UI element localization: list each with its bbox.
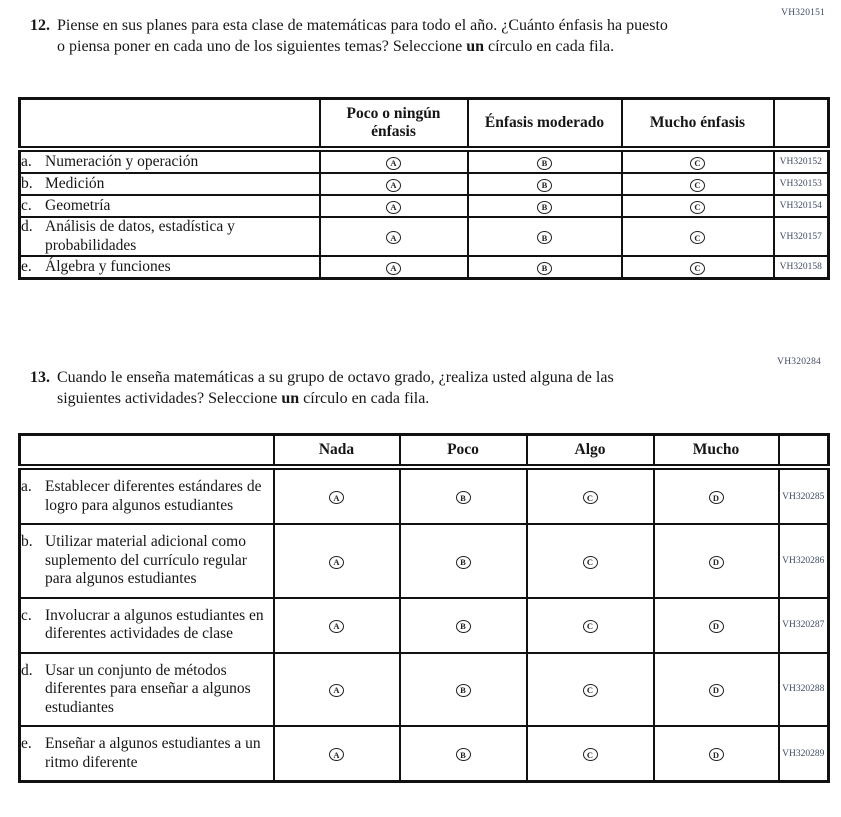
question-number: 13.: [30, 369, 50, 386]
table-row: [20, 195, 829, 217]
answer-cell: [622, 256, 774, 279]
answer-cell: [527, 467, 654, 524]
header-row: [20, 435, 829, 468]
answer-circle-b[interactable]: B: [537, 231, 552, 244]
answer-circle-a[interactable]: A: [386, 201, 401, 214]
answer-circle-b[interactable]: B: [456, 620, 471, 633]
question-text: [57, 367, 672, 409]
answer-cell: [400, 524, 527, 598]
answer-cell: [274, 524, 400, 598]
answer-cell: [320, 256, 468, 279]
answer-circle-a[interactable]: A: [386, 179, 401, 192]
answer-circle-b[interactable]: B: [456, 491, 471, 504]
row-label: [20, 726, 274, 782]
answer-cell: [622, 195, 774, 217]
row-letter: a.: [21, 152, 32, 170]
answer-circle-c[interactable]: C: [690, 179, 705, 192]
row-text: Usar un conjunto de métodos diferentes para enseñar a algunos estudiantes: [45, 661, 251, 716]
row-label: [20, 524, 274, 598]
answer-circle-a[interactable]: A: [386, 262, 401, 275]
answer-circle-a[interactable]: A: [329, 491, 344, 504]
answer-circle-d[interactable]: D: [709, 684, 724, 697]
answer-cell: [654, 467, 779, 524]
row-letter: e.: [21, 257, 32, 275]
question-text: [57, 15, 672, 57]
answer-circle-b[interactable]: B: [537, 157, 552, 170]
answer-cell: [468, 149, 622, 173]
answer-circle-c[interactable]: C: [690, 157, 705, 170]
answer-cell: [654, 598, 779, 653]
answer-circle-b[interactable]: B: [456, 684, 471, 697]
row-label: [20, 467, 274, 524]
answer-cell: [654, 726, 779, 782]
answer-circle-d[interactable]: D: [709, 556, 724, 569]
answer-cell: [274, 726, 400, 782]
empty-header-cell: [20, 435, 274, 468]
answer-cell: [468, 195, 622, 217]
question-text-emphasis: un: [281, 390, 300, 407]
empty-header-cell: [779, 435, 829, 468]
question-number: 12.: [30, 17, 50, 34]
table-row: [20, 598, 829, 653]
answer-cell: [654, 524, 779, 598]
row-letter: b.: [21, 533, 33, 550]
row-letter: c.: [21, 606, 32, 624]
answer-cell: [274, 467, 400, 524]
answer-cell: [400, 726, 527, 782]
row-code: VH320289: [779, 726, 829, 782]
column-header: Mucho énfasis: [622, 99, 774, 150]
row-code: VH320285: [779, 467, 829, 524]
answer-circle-a[interactable]: A: [386, 157, 401, 170]
table-row: [20, 467, 829, 524]
question-12: [30, 15, 672, 57]
row-label: [20, 598, 274, 653]
answer-circle-c[interactable]: C: [583, 491, 598, 504]
row-label: [20, 195, 320, 217]
row-text: Enseñar a algunos estudiantes a un ritmo diferente: [45, 735, 261, 771]
question-text-segment: círculo en cada fila.: [299, 390, 430, 407]
answer-circle-c[interactable]: C: [583, 684, 598, 697]
answer-circle-c[interactable]: C: [690, 231, 705, 244]
row-letter: a.: [21, 478, 32, 495]
column-header: Poco o ningún énfasis: [320, 99, 468, 150]
answer-cell: [622, 217, 774, 256]
answer-cell: [468, 173, 622, 195]
row-code: VH320287: [779, 598, 829, 653]
row-code: VH320152: [774, 149, 829, 173]
answer-circle-b[interactable]: B: [537, 201, 552, 214]
row-code: VH320288: [779, 653, 829, 727]
row-letter: d.: [21, 661, 33, 679]
answer-cell: [320, 149, 468, 173]
row-label: [20, 256, 320, 279]
row-text: Álgebra y funciones: [45, 257, 171, 275]
table-row: [20, 726, 829, 782]
column-header: Énfasis moderado: [468, 99, 622, 150]
row-code: VH320157: [774, 217, 829, 256]
answer-cell: [320, 173, 468, 195]
answer-cell: [622, 149, 774, 173]
answer-circle-d[interactable]: D: [709, 748, 724, 761]
question-12-table: [18, 97, 830, 280]
row-text: Numeración y operación: [45, 152, 199, 170]
table-row: [20, 256, 829, 279]
row-code: VH320158: [774, 256, 829, 279]
answer-cell: [400, 653, 527, 727]
row-label: [20, 149, 320, 173]
question-12-code: VH320151: [781, 8, 825, 18]
answer-cell: [320, 217, 468, 256]
row-text: Medición: [45, 174, 105, 192]
question-text-segment: Cuando le enseña matemáticas a su grupo de octavo grado, ¿realiza usted alguna de las siguientes actividades? Seleccione: [57, 369, 614, 407]
answer-cell: [400, 467, 527, 524]
answer-circle-a[interactable]: A: [329, 748, 344, 761]
row-text: Análisis de datos, estadística y probabilidades: [45, 218, 235, 254]
answer-circle-a[interactable]: A: [329, 620, 344, 633]
answer-cell: [527, 524, 654, 598]
question-13: [30, 367, 672, 409]
answer-cell: [468, 256, 622, 279]
empty-header-cell: [774, 99, 829, 150]
answer-circle-c[interactable]: C: [583, 748, 598, 761]
row-letter: c.: [21, 196, 32, 214]
row-letter: e.: [21, 735, 32, 752]
question-text-emphasis: un: [466, 38, 484, 55]
empty-header-cell: [20, 99, 320, 150]
table-row: [20, 217, 829, 256]
answer-cell: [527, 653, 654, 727]
row-text: Involucrar a algunos estudiantes en diferentes actividades de clase: [45, 606, 264, 642]
question-text-segment: círculo en cada fila.: [484, 38, 615, 55]
row-code: VH320154: [774, 195, 829, 217]
answer-circle-d[interactable]: D: [709, 491, 724, 504]
answer-cell: [274, 598, 400, 653]
answer-cell: [274, 653, 400, 727]
row-code: VH320153: [774, 173, 829, 195]
answer-circle-a[interactable]: A: [329, 684, 344, 697]
header-row: [20, 99, 829, 150]
answer-cell: [654, 653, 779, 727]
row-letter: d.: [21, 218, 33, 235]
answer-cell: [468, 217, 622, 256]
table-row: [20, 173, 829, 195]
row-code: VH320286: [779, 524, 829, 598]
row-label: [20, 173, 320, 195]
row-text: Geometría: [45, 196, 111, 214]
answer-cell: [527, 598, 654, 653]
row-text: Establecer diferentes estándares de logro para algunos estudiantes: [45, 478, 262, 514]
answer-cell: [400, 598, 527, 653]
answer-circle-c[interactable]: C: [583, 556, 598, 569]
question-text-segment: Piense en sus planes para esta clase de matemáticas para todo el año. ¿Cuánto énfasis ha puesto o piensa poner en cada uno de los siguientes temas? Seleccione: [57, 17, 668, 55]
answer-circle-b[interactable]: B: [537, 262, 552, 275]
answer-circle-c[interactable]: C: [583, 620, 598, 633]
table-row: [20, 149, 829, 173]
answer-cell: [622, 173, 774, 195]
column-header: Poco: [400, 435, 527, 468]
answer-circle-c[interactable]: C: [690, 262, 705, 275]
column-header: Mucho: [654, 435, 779, 468]
question-13-code: VH320284: [777, 357, 821, 367]
column-header: Algo: [527, 435, 654, 468]
table-row: [20, 653, 829, 727]
table-row: [20, 524, 829, 598]
row-letter: b.: [21, 174, 33, 192]
row-text: Utilizar material adicional como suplemento del currículo regular para algunos estudiantes: [45, 533, 247, 587]
answer-circle-a[interactable]: A: [386, 231, 401, 244]
answer-circle-b[interactable]: B: [456, 748, 471, 761]
answer-cell: [320, 195, 468, 217]
answer-circle-b[interactable]: B: [456, 556, 471, 569]
answer-circle-b[interactable]: B: [537, 179, 552, 192]
answer-circle-d[interactable]: D: [709, 620, 724, 633]
answer-circle-c[interactable]: C: [690, 201, 705, 214]
answer-circle-a[interactable]: A: [329, 556, 344, 569]
row-label: [20, 653, 274, 727]
answer-cell: [527, 726, 654, 782]
row-label: [20, 217, 320, 256]
question-13-table: [18, 433, 830, 783]
column-header: Nada: [274, 435, 400, 468]
